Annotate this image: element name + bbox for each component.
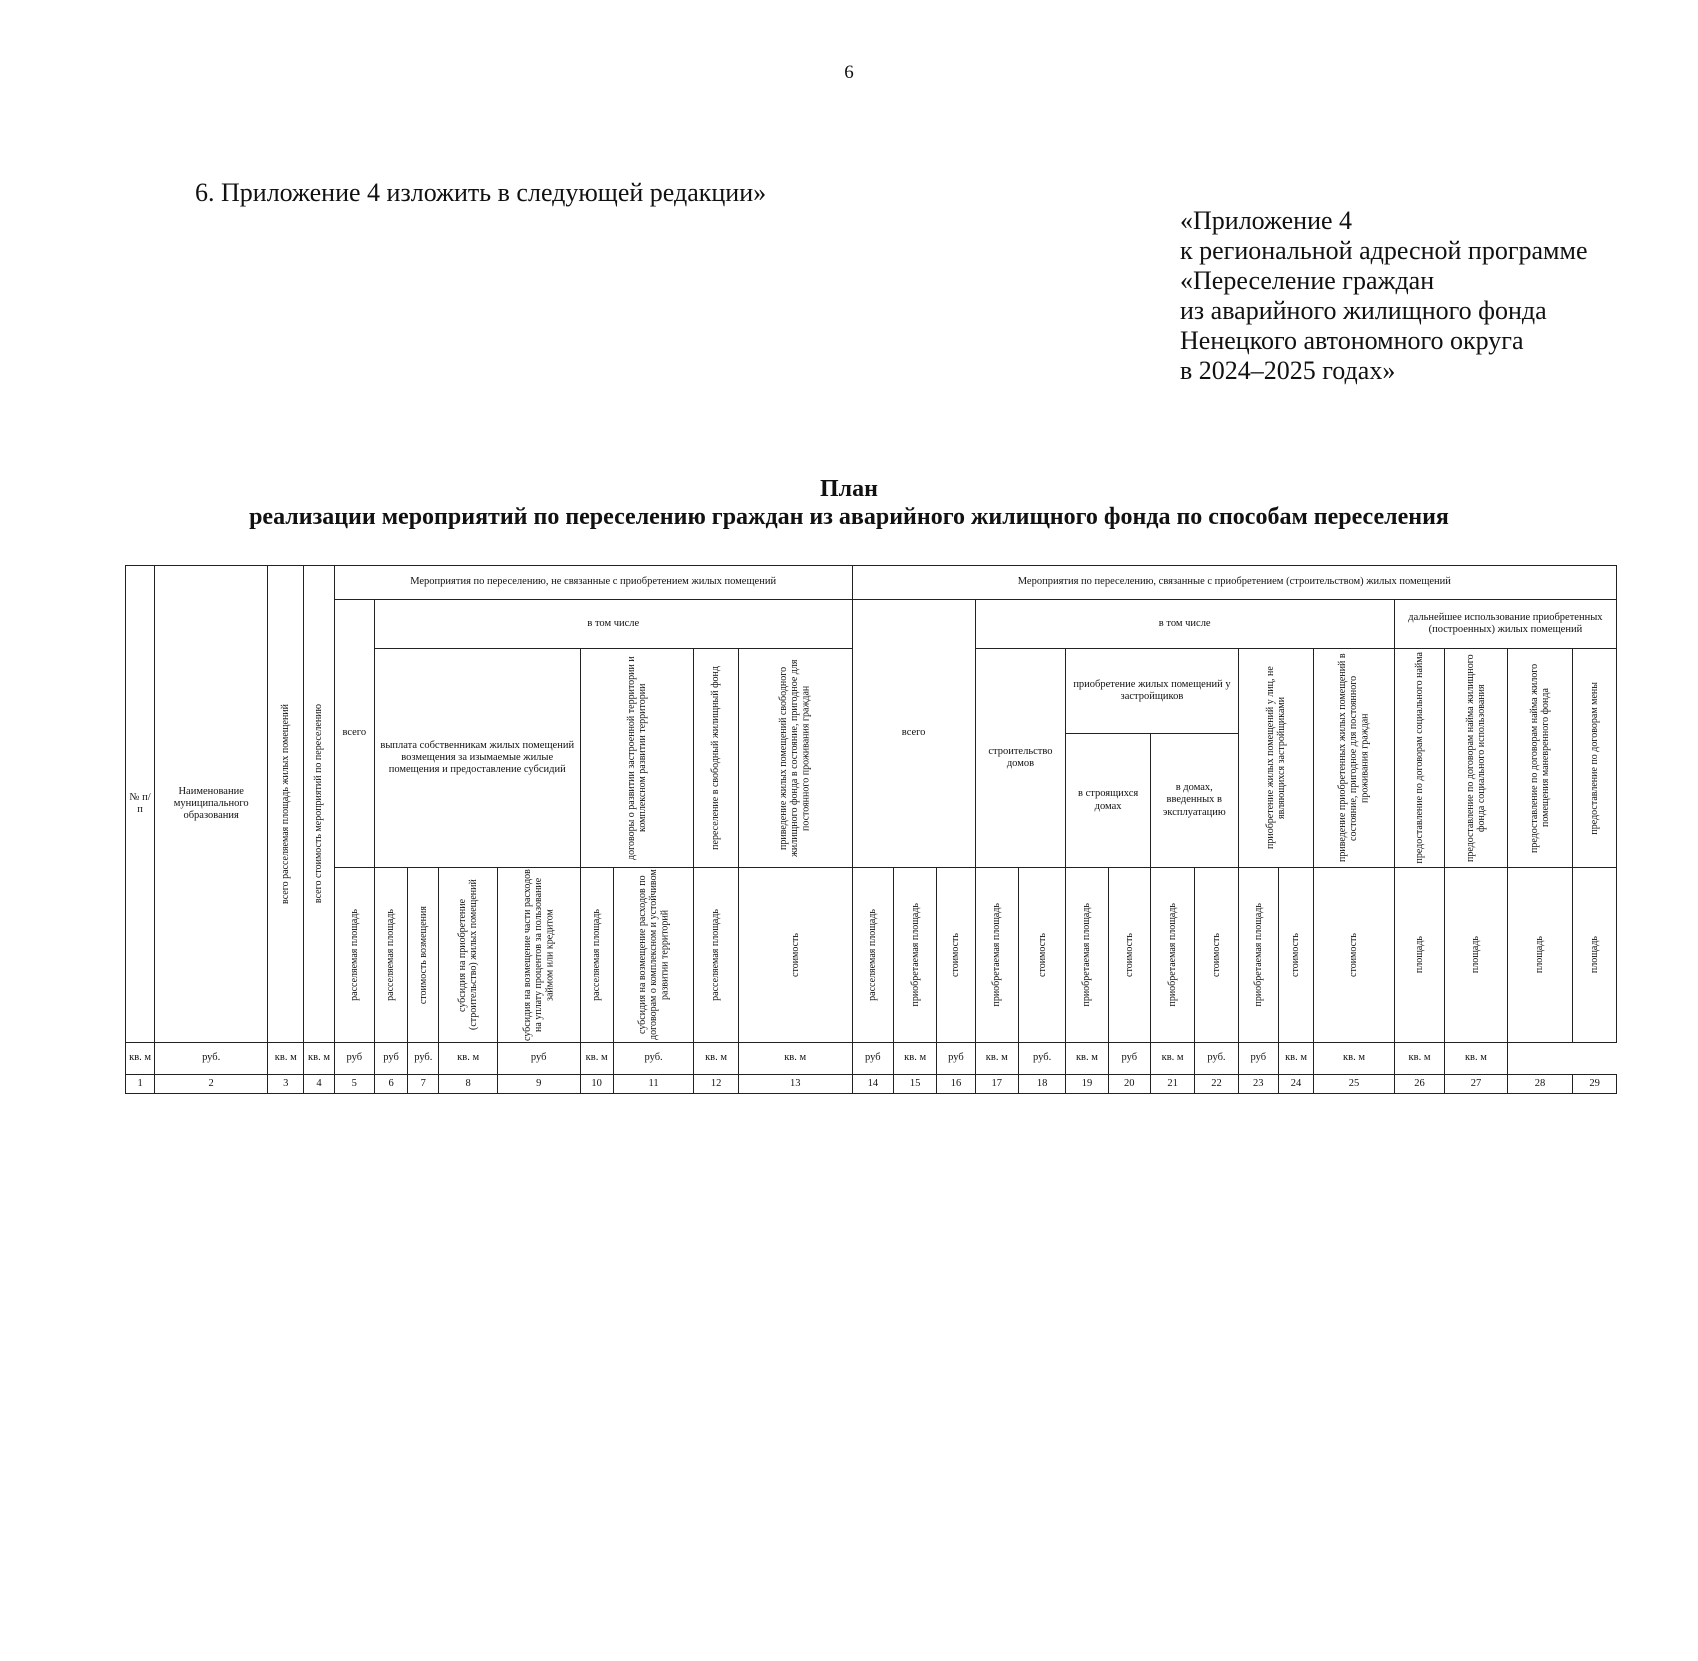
column-number: 19: [1066, 1075, 1108, 1094]
column-number: 11: [613, 1075, 694, 1094]
unit-cell: руб.: [613, 1043, 694, 1075]
header-not-related: Мероприятия по переселению, не связанные с приобретением жилых помещений: [334, 566, 852, 600]
column-number: 26: [1394, 1075, 1444, 1094]
subheader-c27: площадь: [1445, 868, 1507, 1043]
column-number: 18: [1018, 1075, 1065, 1094]
resettlement-plan-table: [125, 565, 1617, 1094]
unit-cell: кв. м: [975, 1043, 1018, 1075]
header-payout: выплата собственникам жилых помещений возмещения за изымаемые жилые помещения и предоставление субсидий: [374, 649, 580, 868]
column-number: 5: [334, 1075, 374, 1094]
column-number: 23: [1238, 1075, 1278, 1094]
column-number: 29: [1573, 1075, 1617, 1094]
unit-cell: кв. м: [268, 1043, 304, 1075]
subheader-c16: стоимость: [937, 868, 975, 1043]
unit-cell: руб: [852, 1043, 893, 1075]
unit-cell: руб.: [1018, 1043, 1065, 1075]
instruction-text: 6. Приложение 4 изложить в следующей редакции»: [195, 178, 767, 207]
header-maneuver-fund: предоставление по договорам найма жилого помещения маневренного фонда: [1507, 649, 1573, 868]
header-including: в том числе: [374, 600, 852, 649]
subheader-c9: субсидия на возмещение части расходов на уплату процентов за пользование займом или кредитом: [497, 868, 580, 1043]
unit-cell: руб: [497, 1043, 580, 1075]
subheader-c28: площадь: [1507, 868, 1573, 1043]
column-number: 3: [268, 1075, 304, 1094]
subheader-c26: площадь: [1394, 868, 1444, 1043]
header-total-2: всего: [852, 600, 975, 868]
unit-cell: кв. м: [1150, 1043, 1194, 1075]
unit-cell: руб: [937, 1043, 975, 1075]
subheader-c6: расселяемая площадь: [374, 868, 407, 1043]
header-construction: строительство домов: [975, 649, 1066, 868]
subheader-c15: приобретаемая площадь: [893, 868, 936, 1043]
subheader-c13: стоимость: [738, 868, 852, 1043]
appendix-line: к региональной адресной программе: [1180, 236, 1588, 265]
column-number: 1: [126, 1075, 155, 1094]
subheader-c7: стоимость возмещения: [408, 868, 439, 1043]
unit-cell: кв. м: [1314, 1043, 1395, 1075]
column-number: 7: [408, 1075, 439, 1094]
header-municipality: Наименование муниципального образования: [155, 566, 268, 1043]
unit-cell: кв. м: [580, 1043, 613, 1075]
header-free-fund: переселение в свободный жилищный фонд: [694, 649, 738, 868]
unit-cell: руб.: [408, 1043, 439, 1075]
subheader-c11: субсидия на возмещение расходов по договорам о комплексном и устойчивом развитии территорий: [613, 868, 694, 1043]
unit-cell: руб: [1108, 1043, 1150, 1075]
header-in-operation: в домах, введенных в эксплуатацию: [1150, 734, 1238, 868]
unit-cell: руб: [1238, 1043, 1278, 1075]
unit-cell: руб.: [155, 1043, 268, 1075]
column-number: 4: [304, 1075, 334, 1094]
column-number: 17: [975, 1075, 1018, 1094]
column-number: 8: [439, 1075, 497, 1094]
unit-cell: кв. м: [304, 1043, 334, 1075]
unit-cell: кв. м: [1394, 1043, 1444, 1075]
subheader-c10: расселяемая площадь: [580, 868, 613, 1043]
header-social-rent: предоставление по договорам социального найма: [1394, 649, 1444, 868]
unit-cell: кв. м: [1278, 1043, 1313, 1075]
column-number: 12: [694, 1075, 738, 1094]
appendix-line: «Переселение граждан: [1180, 266, 1435, 295]
unit-cell: кв. м: [1066, 1043, 1108, 1075]
header-including-2: в том числе: [975, 600, 1394, 649]
header-repair-free: приведение жилых помещений свободного жилищного фонда в состояние, пригодное для постоянного проживания граждан: [738, 649, 852, 868]
plan-title: План: [820, 476, 878, 502]
subheader-c23: приобретаемая площадь: [1238, 868, 1278, 1043]
subheader-c8: субсидия на приобретение (строительство) жилых помещений: [439, 868, 497, 1043]
column-number: 13: [738, 1075, 852, 1094]
unit-cell: кв. м: [126, 1043, 155, 1075]
subheader-c29: площадь: [1573, 868, 1617, 1043]
subheader-c19: приобретаемая площадь: [1066, 868, 1108, 1043]
column-number: 15: [893, 1075, 936, 1094]
subheader-c5: расселяемая площадь: [334, 868, 374, 1043]
unit-cell: кв. м: [893, 1043, 936, 1075]
unit-cell: руб: [374, 1043, 407, 1075]
subheader-c17: приобретаемая площадь: [975, 868, 1018, 1043]
column-number: 9: [497, 1075, 580, 1094]
header-purchase-developers: приобретение жилых помещений у застройщиков: [1066, 649, 1238, 734]
column-number: 21: [1150, 1075, 1194, 1094]
subheader-c12: расселяемая площадь: [694, 868, 738, 1043]
header-purchase-non-developers: приобретение жилых помещений у лиц, не являющихся застройщиками: [1238, 649, 1314, 868]
column-number: 27: [1445, 1075, 1507, 1094]
header-related: Мероприятия по переселению, связанные с приобретением (строительством) жилых помещений: [852, 566, 1616, 600]
subheader-c21: приобретаемая площадь: [1150, 868, 1194, 1043]
header-repair-purchased: приведение приобретенных жилых помещений в состояние, пригодное для постоянного проживания граждан: [1314, 649, 1395, 868]
appendix-line: в 2024–2025 годах»: [1180, 356, 1396, 385]
header-total-area: всего расселяемая площадь жилых помещений: [268, 566, 304, 1043]
column-number: 24: [1278, 1075, 1313, 1094]
plan-subtitle: реализации мероприятий по переселению граждан из аварийного жилищного фонда по способам переселения: [249, 504, 1449, 530]
subheader-c14: расселяемая площадь: [852, 868, 893, 1043]
column-number: 14: [852, 1075, 893, 1094]
column-number: 16: [937, 1075, 975, 1094]
subheader-c22: стоимость: [1195, 868, 1238, 1043]
column-number: 20: [1108, 1075, 1150, 1094]
appendix-heading: [1180, 206, 1587, 386]
unit-cell: кв. м: [694, 1043, 738, 1075]
subheader-c20: стоимость: [1108, 868, 1150, 1043]
header-contracts: договоры о развитии застроенной территории и комплексном развитии территории: [580, 649, 694, 868]
header-social-fund: предоставление по договорам найма жилищного фонда социального использования: [1445, 649, 1507, 868]
subheader-c18: стоимость: [1018, 868, 1065, 1043]
header-total-cost: всего стоимость мероприятий по переселению: [304, 566, 334, 1043]
unit-cell: руб.: [1195, 1043, 1238, 1075]
subheader-c24: стоимость: [1278, 868, 1313, 1043]
header-exchange: предоставление по договорам мены: [1573, 649, 1617, 868]
header-in-building: в строящихся домах: [1066, 734, 1151, 868]
appendix-line: из аварийного жилищного фонда: [1180, 296, 1547, 325]
appendix-line: Ненецкого автономного округа: [1180, 326, 1524, 355]
unit-cell: кв. м: [738, 1043, 852, 1075]
column-number: 25: [1314, 1075, 1395, 1094]
column-number: 22: [1195, 1075, 1238, 1094]
unit-cell: кв. м: [439, 1043, 497, 1075]
page-number: 6: [844, 62, 854, 83]
column-number: 28: [1507, 1075, 1573, 1094]
unit-cell: кв. м: [1445, 1043, 1507, 1075]
column-number: 10: [580, 1075, 613, 1094]
header-num: № п/п: [126, 566, 155, 1043]
header-total: всего: [334, 600, 374, 868]
appendix-line: «Приложение 4: [1180, 206, 1353, 235]
header-further-use: дальнейшее использование приобретенных (построенных) жилых помещений: [1394, 600, 1616, 649]
column-number: 2: [155, 1075, 268, 1094]
unit-cell: руб: [334, 1043, 374, 1075]
column-number: 6: [374, 1075, 407, 1094]
subheader-c25: стоимость: [1314, 868, 1395, 1043]
